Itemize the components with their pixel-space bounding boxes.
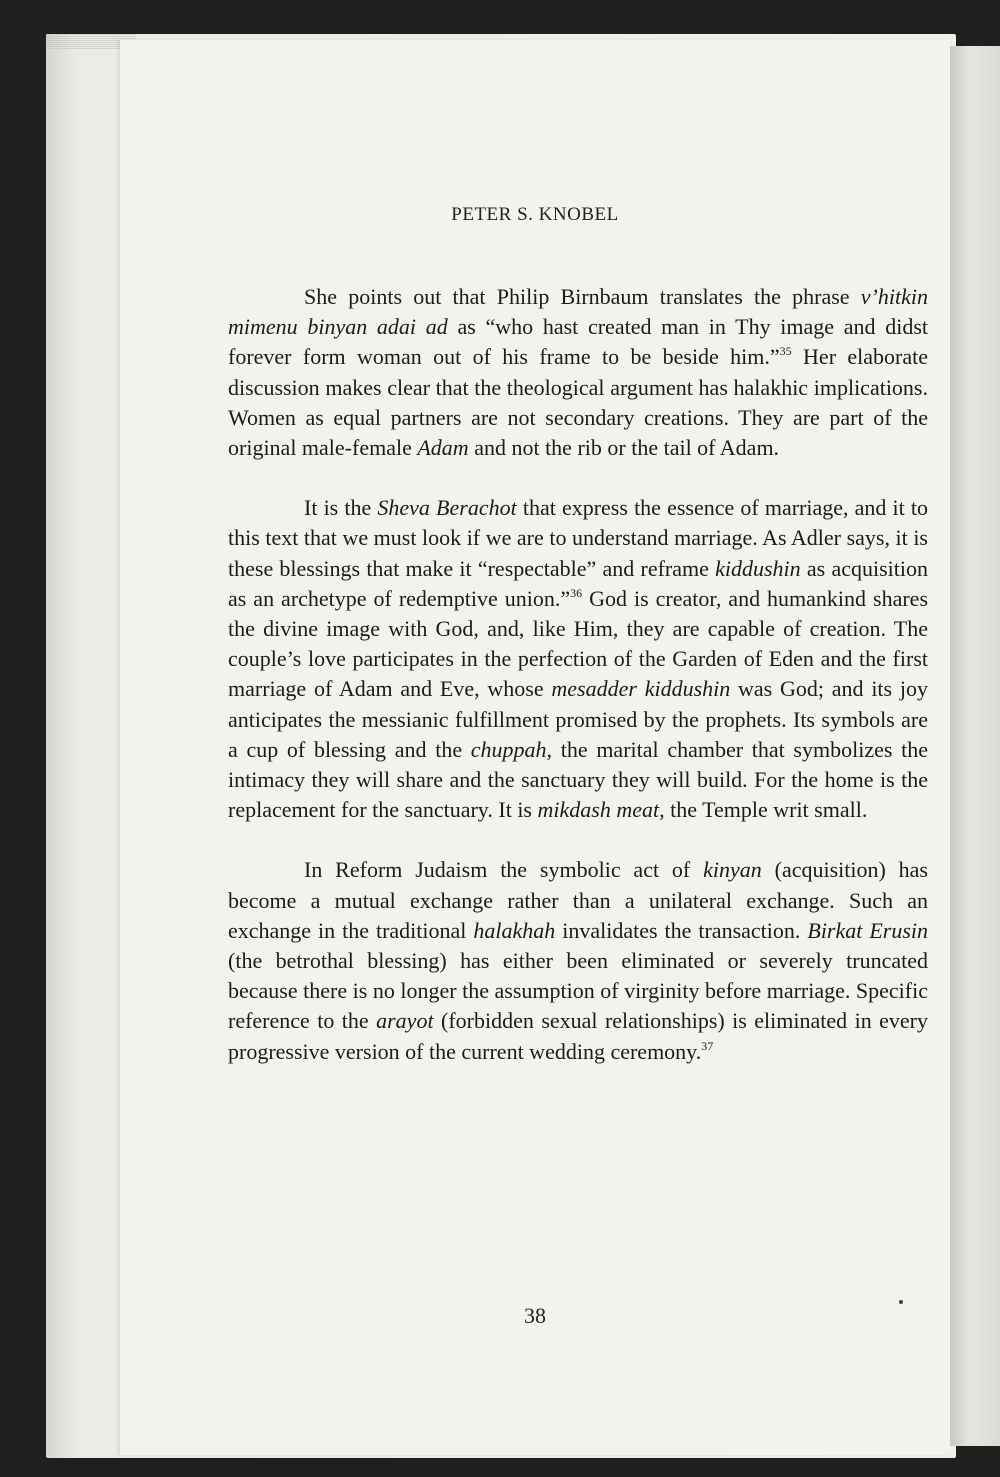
footnote-ref: 37 xyxy=(701,1038,714,1053)
facing-page-edge xyxy=(950,46,1000,1446)
text-run: that express the essence of marriage, and it to this text that we must look if we are to understand marriage. As Adler says, it is these blessings that make it “respectable” and reframe xyxy=(228,495,929,581)
italic-term: Birkat Erusin xyxy=(807,917,929,943)
body-text xyxy=(228,282,928,1097)
text-run: the Temple writ small. xyxy=(664,797,868,823)
paragraph-1 xyxy=(228,282,928,463)
text-run: Her elaborate discussion makes clear that the theological argument has halakhic implications. Women as equal partners are not secondary creations. They are part of the original male-female xyxy=(228,344,928,461)
text-run: and not the rib or the tail of Adam. xyxy=(468,435,780,461)
page-edge-line xyxy=(46,36,136,37)
italic-term: kiddushin xyxy=(715,555,801,581)
text-run: invalidates the transaction. xyxy=(555,917,808,943)
page-edge-line xyxy=(46,38,136,39)
footnote-ref: 35 xyxy=(779,344,792,359)
print-speck xyxy=(899,1300,903,1304)
text-run: as “who hast created man in Thy image and didst forever form woman out of his frame to be beside him.” xyxy=(228,314,928,370)
italic-term: Sheva Berachot xyxy=(377,495,517,521)
paragraph-2 xyxy=(228,493,928,825)
italic-term: mikdash meat, xyxy=(537,797,665,823)
book-page xyxy=(120,40,950,1455)
text-run: She points out that Philip Birnbaum translates the phrase xyxy=(304,284,861,309)
text-run: (acquisition) has become a mutual exchange rather than a unilateral exchange. Such an exchange in the traditional xyxy=(228,857,928,943)
page-edge-line xyxy=(46,34,136,35)
italic-term: v’hitkin mimenu binyan adai ad xyxy=(228,284,928,340)
italic-term: halakhah xyxy=(473,917,556,943)
page-number: 38 xyxy=(524,1303,546,1328)
italic-term: Adam xyxy=(417,435,469,461)
text-run: (the betrothal blessing) has either been eliminated or severely truncated because there is no longer the assumption of virginity before marriage. Specific reference to the xyxy=(228,948,928,1034)
text-run: was God; and its joy anticipates the messianic fulfillment promised by the prophets. Its symbols are a cup of blessing and the xyxy=(228,676,928,762)
italic-term: kinyan xyxy=(703,857,762,883)
italic-term: chuppah, xyxy=(470,736,553,762)
text-run: It is the xyxy=(304,495,378,521)
italic-term: mesadder kiddushin xyxy=(551,676,731,702)
footnote-ref: 36 xyxy=(570,585,583,600)
paragraph-3 xyxy=(228,855,928,1066)
text-run: as acquisition as an archetype of redemptive union.” xyxy=(228,555,928,611)
text-run: In Reform Judaism the symbolic act of xyxy=(304,857,704,883)
text-run: (forbidden sexual relationships) is eliminated in every progressive version of the current wedding ceremony. xyxy=(228,1008,928,1064)
italic-term: arayot xyxy=(376,1008,434,1034)
text-run: the marital chamber that symbolizes the intimacy they will share and the sanctuary they will build. For the home is the replacement for the sanctuary. It is xyxy=(228,736,928,823)
running-head: PETER S. KNOBEL xyxy=(451,204,619,225)
text-run: God is creator, and humankind shares the divine image with God, and, like Him, they are capable of creation. The couple’s love participates in the perfection of the Garden of Eden and the first marriage of Adam and Eve, whose xyxy=(228,585,929,702)
